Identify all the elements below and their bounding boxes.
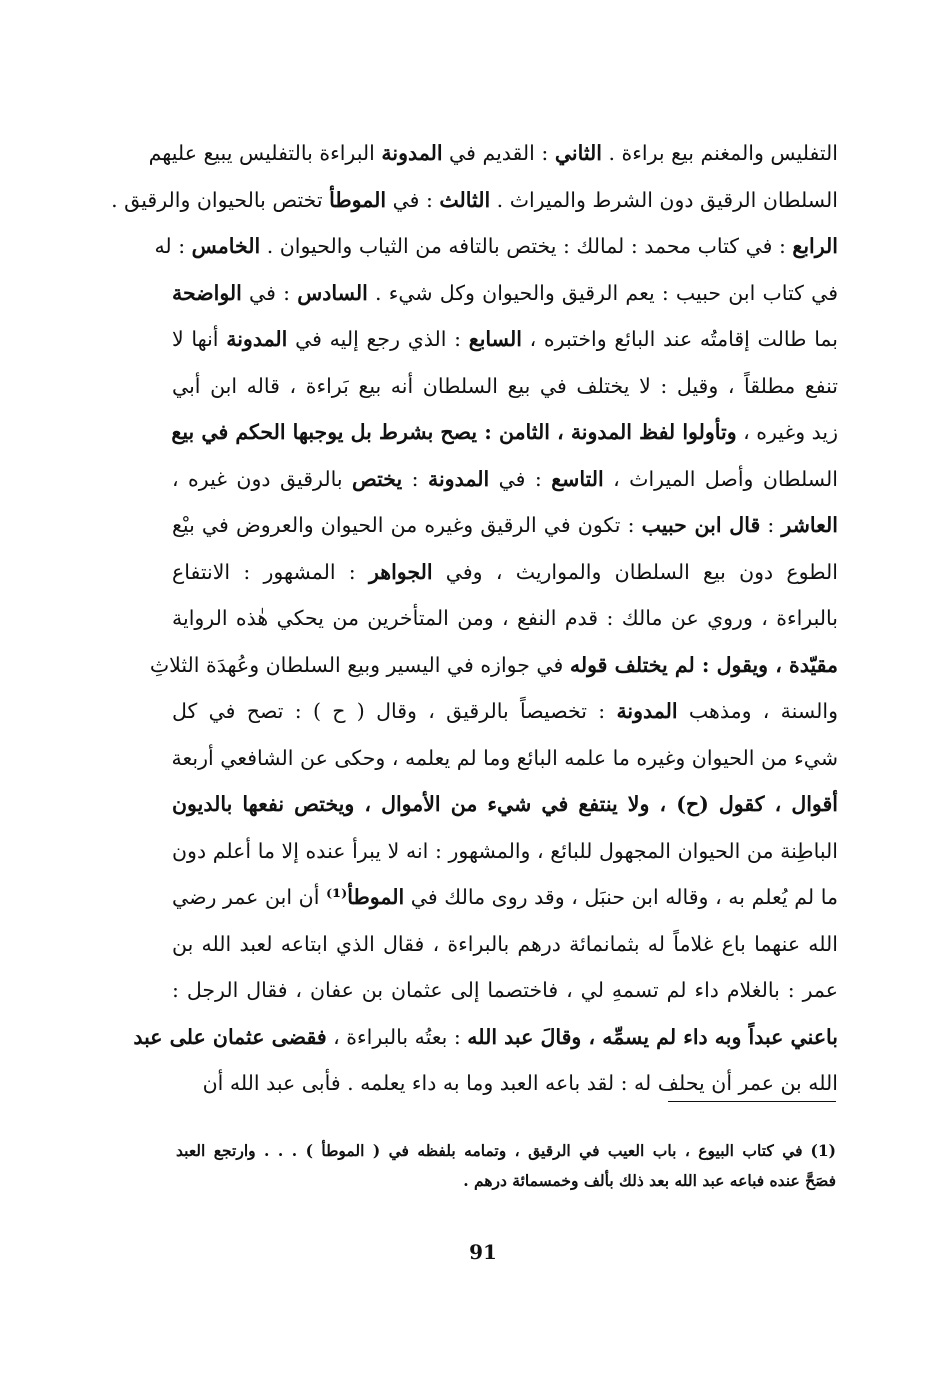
text-run: : له <box>154 234 192 258</box>
bold-term: السادس <box>297 280 368 305</box>
bold-term: باعني عبداً وبه داء لم يسمِّه ، وقالَ عبد الله <box>467 1024 838 1049</box>
bold-term: أقوال ، كقول (ح) ، ولا ينتفع في شيء من الأموال ، ويختص نفعها بالديون <box>172 792 838 816</box>
bold-term: الخامس <box>191 234 261 258</box>
text-line <box>172 270 838 317</box>
text-run: البراءة بالتفليس يبيع عليهم <box>148 141 382 165</box>
footnote-separator <box>668 1101 836 1102</box>
text-line <box>172 502 838 549</box>
text-run: في جوازه في اليسير وبيع السلطان وعُهدَة الثلاثِ <box>149 652 570 677</box>
bold-term: قال ابن حبيب <box>641 513 761 537</box>
text-run: بالرقيق دون غيره ، <box>172 466 352 491</box>
text-run: أنها لا <box>172 327 227 351</box>
text-line <box>172 1060 838 1107</box>
bold-term: فصَحَّ عنده فباعه عبد الله بعد ذلك بألف وخمسمائة درهم . <box>463 1171 836 1190</box>
text-line <box>172 781 838 828</box>
text-run: والسنة ، ومذهب <box>677 699 838 723</box>
bold-term: الموطأ <box>329 187 387 212</box>
bold-term: العاشر <box>781 513 838 537</box>
text-line <box>133 1014 838 1061</box>
text-run: السلطان الرقيق دون الشرط والميراث . <box>490 187 838 212</box>
text-run: : تكون في الرقيق وغيره من الحيوان والعروض في بيْع <box>172 513 642 537</box>
text-line <box>172 456 838 503</box>
text-run: ما لم يُعلم به ، وقاله ابن حنبَل ، وقد روى مالك في <box>404 885 838 909</box>
bold-term: المدونة <box>381 141 443 165</box>
text-run: الطوع دون بيع السلطان والمواريث ، وفي <box>432 559 838 584</box>
text-run: : <box>402 466 428 491</box>
bold-term: الثالث <box>439 187 491 212</box>
page-number: 91 <box>469 1240 497 1264</box>
bold-term: في كتاب البيوع ، باب العيب في الرقيق ، وتمامه بلفظه في ( الموطأ ) . . . وارتجع العبد <box>176 1141 803 1160</box>
text-run: تختص بالحيوان والرقيق . <box>111 187 330 212</box>
text-run: : تخصيصاً بالرقيق ، وقال ( ح ) : تصح في كل <box>172 699 617 723</box>
text-line <box>172 595 838 642</box>
bold-term: الرابع <box>792 234 838 258</box>
text-run: عمر : بالغلام داء لم تسمهِ لي ، فاختصما إلى عثمان بن عفان ، فقال الرجل : <box>172 978 838 1002</box>
bold-term: الواضحة <box>172 280 242 305</box>
text-line <box>172 409 838 456</box>
bold-term: المدونة <box>226 327 288 351</box>
text-line <box>172 828 838 875</box>
bold-term: المدونة <box>427 466 490 491</box>
text-run: في كتاب ابن حبيب : يعم الرقيق والحيوان وكل شيء . <box>367 280 839 305</box>
text-run: : الذي رجع إليه في <box>287 327 469 351</box>
text-line <box>154 223 838 270</box>
main-text-block <box>111 130 839 1107</box>
text-line <box>172 921 838 968</box>
text-line <box>172 363 838 410</box>
text-line <box>172 735 838 782</box>
bold-term: فقضى عثمان على عبد <box>133 1024 327 1049</box>
bold-term: التاسع <box>551 466 604 491</box>
text-run: تنفع مطلقاً ، وقيل : لا يختلف في بيع السلطان أنه بيع بَراءة ، قاله ابن أبي <box>172 373 838 398</box>
footnote-line <box>176 1166 836 1196</box>
text-run: : القديم في <box>442 141 555 165</box>
bold-term: السابع <box>468 327 522 351</box>
bold-term: المدونة <box>616 699 678 723</box>
text-line <box>172 874 838 921</box>
text-line <box>149 642 838 689</box>
text-line <box>172 316 838 363</box>
text-run: الله بن عمر أن يحلف له : لقد باعه العبد وما به داء يعلمه . فأبى عبد الله أن <box>202 1071 838 1095</box>
text-run: السلطان وأصل الميراث ، <box>603 466 838 491</box>
text-run: الله عنهما باع غلاماً له بثمانمائة درهم بالبراءة ، فقال الذي ابتاعه لعبد الله بن <box>172 931 838 956</box>
bold-term: الموطأ <box>347 885 405 909</box>
text-run: : المشهور : الانتفاع <box>172 559 369 584</box>
bold-term: يختص <box>351 466 403 491</box>
text-run: : بعتُه بالبراءة ، <box>326 1024 468 1049</box>
text-run: الباطِنة من الحيوان المجهول للبائع ، والمشهور : انه لا يبرأ عنده إلا ما أعلم دون <box>172 838 838 863</box>
text-line <box>172 688 838 735</box>
text-run: بما طالت إقامتُه عند البائع واختبره ، <box>521 327 838 351</box>
text-line <box>111 177 838 224</box>
text-line <box>172 549 838 596</box>
text-run: : في <box>489 466 552 491</box>
text-run: التفليس والمغنم بيع براءة . <box>601 141 838 165</box>
text-run: : في كتاب محمد : لمالك : يختص بالتافه من الثياب والحيوان . <box>260 234 793 258</box>
text-run: زيد وغيره ، <box>736 420 838 444</box>
text-line <box>148 130 838 177</box>
bold-term: وتأولوا لفظ المدونة ، الثامن : يصح بشرط بل يوجبها الحكم في بيع <box>171 420 737 444</box>
text-run <box>803 1142 811 1160</box>
text-run: : <box>760 513 782 537</box>
bold-term: مقيّدة ، ويقول : لم يختلف قوله <box>569 652 838 677</box>
text-run: بالبراءة ، وروي عن مالك : قدم النفع ، ومن المتأخرين من يحكي هٰذه الرواية <box>172 606 838 630</box>
text-line <box>172 967 838 1014</box>
bold-term: الجواهر <box>368 559 433 584</box>
footnotes-block <box>176 1136 836 1196</box>
footnote-line <box>176 1136 836 1166</box>
text-run: : في <box>386 187 440 212</box>
text-run: شيء من الحيوان وغيره ما علمه البائع وما لم يعلمه ، وحكى عن الشافعي أربعة <box>171 745 838 770</box>
bold-term: الثاني <box>554 141 602 165</box>
text-run: أن ابن عمر رضي <box>172 885 327 909</box>
bold-term: (1) <box>810 1141 836 1160</box>
bold-term: ⁽¹⁾ <box>326 885 348 909</box>
text-run: : في <box>241 280 298 305</box>
